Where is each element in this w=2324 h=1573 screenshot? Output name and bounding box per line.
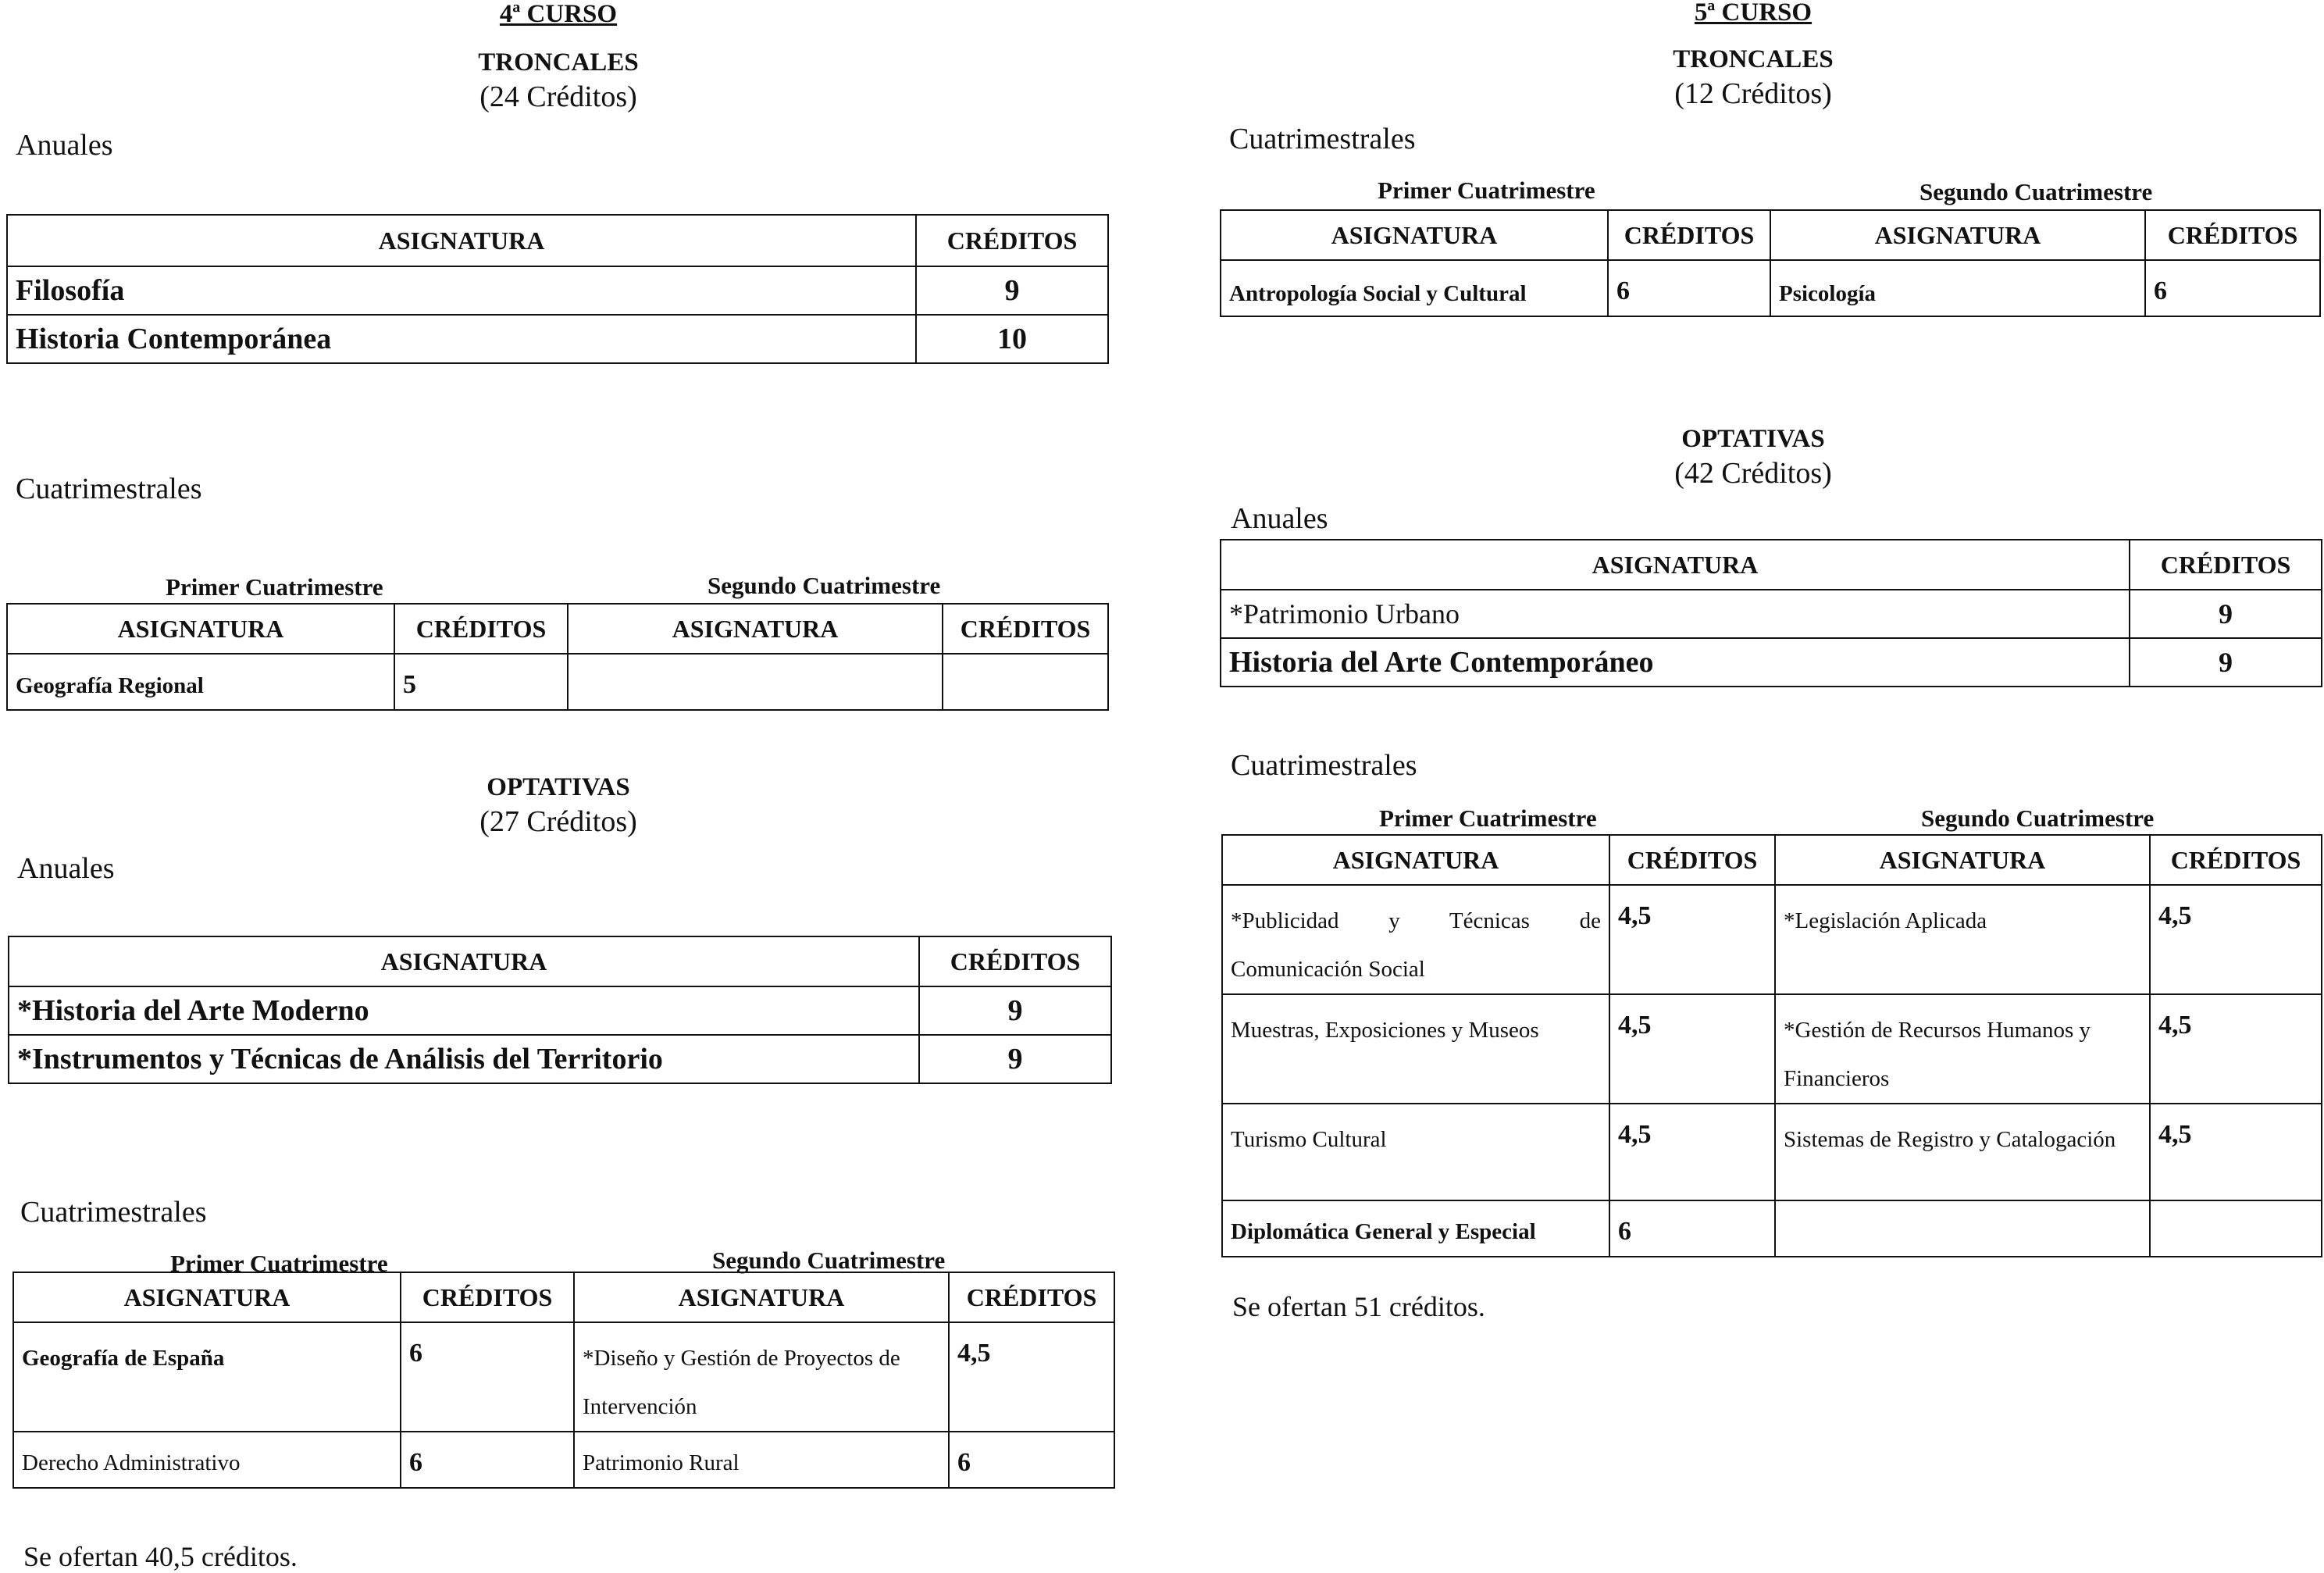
primer-cuatrimestre-label: Primer Cuatrimestre bbox=[1379, 804, 1597, 832]
troncales-cuatrimestrales-table bbox=[1220, 209, 2321, 317]
primer-cuatrimestre-label: Primer Cuatrimestre bbox=[1378, 177, 1595, 204]
credits-cell: 5 bbox=[394, 654, 568, 710]
section-credits: (42 Créditos) bbox=[1674, 457, 1832, 490]
credits-cell bbox=[2150, 1200, 2322, 1257]
column-header: CRÉDITOS bbox=[1608, 210, 1770, 260]
table-row bbox=[1222, 994, 2322, 1104]
credits-cell: 9 bbox=[919, 986, 1111, 1035]
section-title: OPTATIVAS bbox=[487, 773, 630, 801]
credits-cell: 4,5 bbox=[2150, 1104, 2322, 1200]
column-header: ASIGNATURA bbox=[7, 604, 394, 654]
credits-cell: 4,5 bbox=[1609, 1104, 1775, 1200]
subject-cell: *Diseño y Gestión de Proyectos de Intervención bbox=[574, 1322, 949, 1432]
table-row bbox=[7, 266, 1108, 315]
subject-cell: Psicología bbox=[1770, 260, 2145, 316]
column-header: CRÉDITOS bbox=[2150, 835, 2322, 885]
section-title: OPTATIVAS bbox=[1681, 425, 1825, 453]
optativas-block bbox=[1601, 422, 1905, 490]
column-header: CRÉDITOS bbox=[2130, 540, 2322, 590]
segundo-cuatrimestre-label: Segundo Cuatrimestre bbox=[1919, 178, 2153, 205]
column-header: CRÉDITOS bbox=[401, 1272, 574, 1322]
column-header: ASIGNATURA bbox=[1775, 835, 2150, 885]
optativas-anuales-table bbox=[8, 936, 1112, 1084]
column-header: ASIGNATURA bbox=[568, 604, 943, 654]
subject-cell: *Gestión de Recursos Humanos y Financieros bbox=[1775, 994, 2150, 1104]
credits-cell: 4,5 bbox=[1609, 994, 1775, 1104]
table-row bbox=[13, 1432, 1114, 1488]
credits-cell: 6 bbox=[2145, 260, 2320, 316]
table-row bbox=[7, 654, 1108, 710]
column-header: CRÉDITOS bbox=[1609, 835, 1775, 885]
total-credits-text: Se ofertan 40,5 créditos. bbox=[23, 1541, 298, 1572]
column-header: ASIGNATURA bbox=[7, 215, 916, 266]
column-header: CRÉDITOS bbox=[2145, 210, 2320, 260]
column-header: CRÉDITOS bbox=[949, 1272, 1114, 1322]
credits-cell: 6 bbox=[949, 1432, 1114, 1488]
optativas-anuales-label: Anuales bbox=[17, 852, 115, 885]
total-credits-text: Se ofertan 51 créditos. bbox=[1232, 1291, 1485, 1322]
column-header: ASIGNATURA bbox=[1221, 540, 2130, 590]
credits-cell: 9 bbox=[2130, 638, 2322, 687]
column-header: CRÉDITOS bbox=[943, 604, 1108, 654]
troncales-cuatrimestrales-table bbox=[6, 603, 1109, 711]
subject-cell: Historia Contemporánea bbox=[7, 315, 916, 363]
subject-cell: Derecho Administrativo bbox=[13, 1432, 401, 1488]
table-row bbox=[7, 315, 1108, 363]
subject-cell: Geografía Regional bbox=[7, 654, 394, 710]
credits-cell: 4,5 bbox=[2150, 994, 2322, 1104]
credits-cell: 6 bbox=[1609, 1200, 1775, 1257]
optativas-cuatrimestrales-label: Cuatrimestrales bbox=[1231, 749, 1417, 782]
section-credits: (24 Créditos) bbox=[479, 80, 637, 113]
section-title: TRONCALES bbox=[478, 48, 639, 77]
credits-cell: 6 bbox=[401, 1432, 574, 1488]
primer-cuatrimestre-label: Primer Cuatrimestre bbox=[166, 573, 383, 601]
credits-cell: 9 bbox=[916, 266, 1108, 315]
section-credits: (27 Créditos) bbox=[479, 805, 637, 838]
segundo-cuatrimestre-label: Segundo Cuatrimestre bbox=[708, 572, 941, 599]
credits-cell: 9 bbox=[919, 1035, 1111, 1083]
credits-cell: 4,5 bbox=[949, 1322, 1114, 1432]
curso-title: 4ª CURSO bbox=[499, 0, 618, 28]
subject-cell bbox=[568, 654, 943, 710]
table-row bbox=[9, 1035, 1111, 1083]
table-row bbox=[1222, 1200, 2322, 1257]
table-row bbox=[13, 1322, 1114, 1432]
table-row bbox=[1221, 638, 2322, 687]
subject-cell: *Patrimonio Urbano bbox=[1221, 590, 2130, 638]
cuatrimestrales-label: Cuatrimestrales bbox=[16, 473, 202, 505]
subject-cell: Geografía de España bbox=[13, 1322, 401, 1432]
subject-cell: *Instrumentos y Técnicas de Análisis del Territorio bbox=[9, 1035, 919, 1083]
credits-cell: 10 bbox=[916, 315, 1108, 363]
subject-cell: Muestras, Exposiciones y Museos bbox=[1222, 994, 1609, 1104]
credits-cell: 4,5 bbox=[2150, 885, 2322, 994]
subject-cell: Patrimonio Rural bbox=[574, 1432, 949, 1488]
subject-cell: Historia del Arte Contemporáneo bbox=[1221, 638, 2130, 687]
subject-cell: *Historia del Arte Moderno bbox=[9, 986, 919, 1035]
column-header: CRÉDITOS bbox=[394, 604, 568, 654]
subject-cell: Sistemas de Registro y Catalogación bbox=[1775, 1104, 2150, 1200]
subject-cell: *Legislación Aplicada bbox=[1775, 885, 2150, 994]
anuales-label: Anuales bbox=[16, 129, 113, 162]
optativas-cuatrimestrales-label: Cuatrimestrales bbox=[20, 1196, 207, 1229]
segundo-cuatrimestre-label: Segundo Cuatrimestre bbox=[1921, 804, 2155, 832]
column-header: ASIGNATURA bbox=[1222, 835, 1609, 885]
subject-cell: Filosofía bbox=[7, 266, 916, 315]
column-header: ASIGNATURA bbox=[13, 1272, 401, 1322]
subject-cell: *Publicidad y Técnicas de Comunicación Social bbox=[1222, 885, 1609, 994]
optativas-block bbox=[406, 770, 711, 839]
column-header: CRÉDITOS bbox=[919, 936, 1111, 986]
primer-cuatrimestre-label: Primer Cuatrimestre bbox=[170, 1250, 388, 1277]
curso-title: 5ª CURSO bbox=[1694, 0, 1813, 27]
optativas-cuatrimestrales-table bbox=[12, 1272, 1115, 1489]
credits-cell: 9 bbox=[2130, 590, 2322, 638]
section-title: TRONCALES bbox=[1673, 45, 1834, 73]
optativas-anuales-table bbox=[1220, 539, 2322, 687]
troncales-anuales-table bbox=[6, 214, 1109, 364]
subject-cell bbox=[1775, 1200, 2150, 1257]
column-header: ASIGNATURA bbox=[1221, 210, 1608, 260]
credits-cell: 6 bbox=[1608, 260, 1770, 316]
column-header: CRÉDITOS bbox=[916, 215, 1108, 266]
credits-cell bbox=[943, 654, 1108, 710]
credits-cell: 6 bbox=[401, 1322, 574, 1432]
table-row bbox=[1222, 885, 2322, 994]
subject-cell: Turismo Cultural bbox=[1222, 1104, 1609, 1200]
credits-cell: 4,5 bbox=[1609, 885, 1775, 994]
section-credits: (12 Créditos) bbox=[1674, 77, 1832, 110]
troncales-block bbox=[406, 45, 711, 114]
subject-cell: Diplomática General y Especial bbox=[1222, 1200, 1609, 1257]
cuatrimestrales-label: Cuatrimestrales bbox=[1229, 123, 1416, 155]
optativas-anuales-label: Anuales bbox=[1231, 502, 1328, 535]
table-row bbox=[1222, 1104, 2322, 1200]
column-header: ASIGNATURA bbox=[574, 1272, 949, 1322]
column-header: ASIGNATURA bbox=[9, 936, 919, 986]
subject-cell: Antropología Social y Cultural bbox=[1221, 260, 1608, 316]
optativas-cuatrimestrales-table bbox=[1221, 834, 2322, 1257]
troncales-block bbox=[1601, 42, 1905, 111]
column-header: ASIGNATURA bbox=[1770, 210, 2145, 260]
table-row bbox=[1221, 260, 2320, 316]
table-row bbox=[1221, 590, 2322, 638]
table-row bbox=[9, 986, 1111, 1035]
segundo-cuatrimestre-label: Segundo Cuatrimestre bbox=[712, 1247, 946, 1274]
